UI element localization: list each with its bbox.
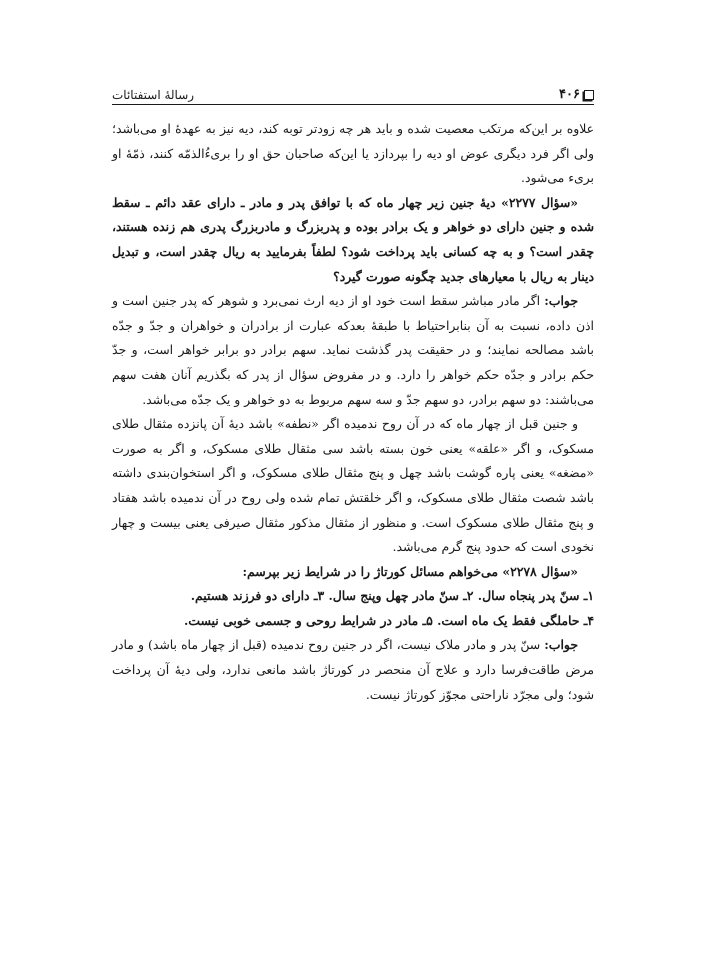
question-2278 [112,560,594,585]
page-number [559,87,594,102]
question-number: «سؤال ۲۲۷۸» [502,563,578,579]
answer-text: اگر مادر مباشر سقط است خود او از دیه ارث نمی‌برد و شوهر که پدر جنین است و اذن داده، نسبت به آن بنابراحتیاط با طبقۀ بعدکه عبارت از برادران و خواهران و جدّ و جدّه باشد مصالحه نمایند؛ و در حقیقت پدر گذشت نماید. سهم برادر دو برابر خواهر است، و جدّ حکم برادر و جدّه حکم خواهر را دارد. و در مفروض سؤال از پدر که بگذریم آنان هفت سهم می‌باشند: دو سهم برادر، دو سهم جدّ و سه سهم مربوط به دو خواهر و یک جدّه می‌باشد. [112,293,594,407]
square-bullet-icon [584,90,594,100]
question-intro: می‌خواهم مسائل کورتاژ را در شرایط زیر بپرسم: [242,563,498,579]
question-number: «سؤال ۲۲۷۷» [501,194,578,210]
header-rule [112,104,594,105]
question-2277 [112,191,594,289]
answer-label: جواب: [544,637,578,653]
answer-text: سنّ پدر و مادر ملاک نیست، اگر در جنین روح ندمیده (قبل از چهار ماه باشد) و مادر مرض طاقت‌فرسا دارد و علاج آن منحصر در کورتاژ باشد مانعی ندارد، ولی دیۀ آن پرداخت شود؛ ولی مجرّد ناراحتی مجوّز کورتاژ نیست. [112,637,594,702]
question-2278-line-1: ۱ـ سنّ پدر پنجاه سال. ۲ـ سنّ مادر چهل وپنج سال. ۳ـ دارای دو فرزند هستیم. [190,588,594,604]
running-title: رسالۀ استفتائات [112,88,195,102]
paragraph-embryo-stages: و جنین قبل از چهار ماه که در آن روح ندمیده اگر «نطفه» باشد دیۀ آن پانزده مثقال طلای مسکوک، و اگر «علقه» یعنی خون بسته باشد سی مثقال طلای مسکوک، و اگر به صورت «مضغه» یعنی پاره گوشت باشد چهل و پنج مثقال طلای مسکوک، و اگر استخوان‌بندی داشته باشد شصت مثقال طلای مسکوک، و اگر خلقتش تمام شده ولی روح در آن ندمیده باشد هفتاد و پنج مثقال طلای مسکوک است. و منظور از مثقال مذکور مثقال صیرفی یعنی بیست و چهار نخودی است که حدود پنج گرم می‌باشد. [112,416,594,555]
answer-2278 [112,633,594,707]
paragraph-continuation: علاوه بر این‌که مرتکب معصیت شده و باید هر چه زودتر توبه کند، دیه نیز به عهدۀ او می‌باشد؛ ولی اگر فرد دیگری عوض او دیه را بپردازد یا این‌که صاحبان حق او را بریءُالذمّه کنند، ذمّۀ او بریء می‌شود. [112,121,594,186]
page-body [112,117,594,707]
page-number-text: ۴۰۶ [559,87,580,102]
answer-2277 [112,289,594,412]
question-2278-line-2: ۴ـ حاملگی فقط یک ماه است. ۵ـ مادر در شرایط روحی و جسمی خوبی نیست. [183,612,594,628]
page-header [112,78,594,102]
answer-label: جواب: [544,293,578,309]
question-text: دیۀ جنین زیر چهار ماه که با توافق پدر و مادر ـ دارای عقد دائم ـ سقط شده و جنین دارای دو خواهر و یک برادر بوده و پدربزرگ و مادربزرگ پدری هم زنده هستند، چقدر است؟ و به چه کسانی باید پرداخت شود؟ لطفاً بفرمایید به ریال چقدر است، و تبدیل دینار به ریال با معیارهای جدید چگونه صورت گیرد؟ [112,194,594,284]
